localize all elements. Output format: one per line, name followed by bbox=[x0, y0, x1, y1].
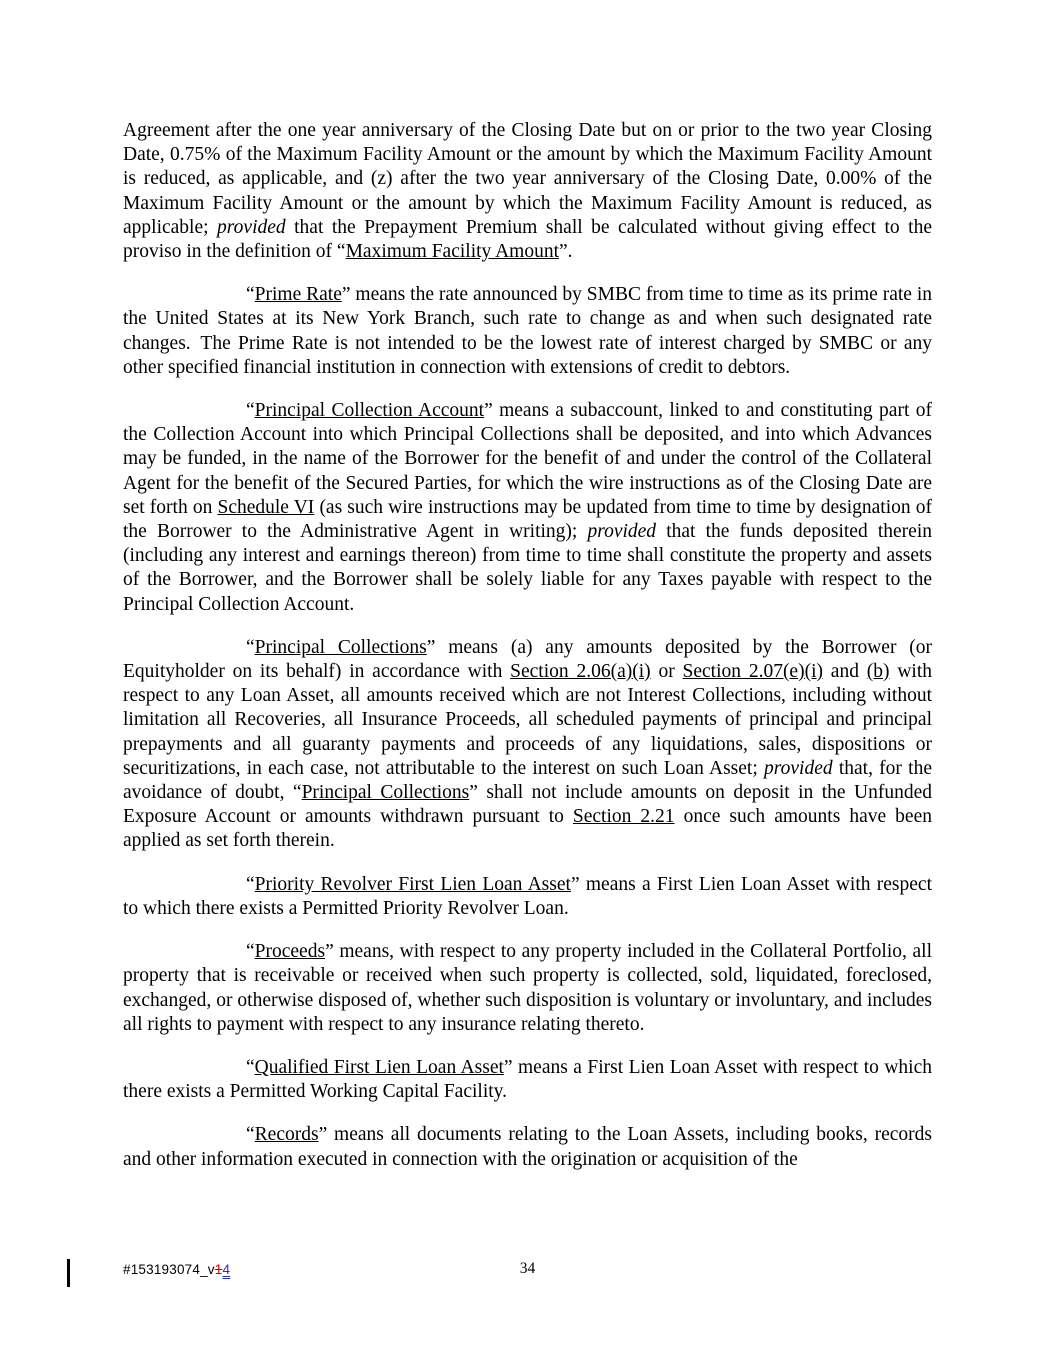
text-run: and bbox=[823, 661, 867, 683]
text-run: “ bbox=[246, 284, 255, 306]
text-run: Section 2.06(a)(i) bbox=[510, 661, 651, 683]
text-run: provided bbox=[217, 216, 286, 238]
paragraph bbox=[123, 873, 932, 921]
text-run: that, for the avoidance of doubt, “ bbox=[123, 757, 932, 804]
paragraph bbox=[123, 636, 932, 854]
text-run: “ bbox=[246, 941, 255, 963]
text-run: Priority Revolver First Lien Loan Asset bbox=[254, 873, 571, 895]
text-run: ” shall not include amounts on deposit in the Unfunded Exposure Account or amounts withdrawn pursuant to bbox=[123, 782, 932, 828]
text-run: (as such wire instructions may be updated from time to time by designation of the Borrower to the Administrative Agent in writing); bbox=[123, 496, 933, 543]
text-run: Agreement after the one year anniversary of the Closing Date but on or prior to the two year Closing Date, 0.75% of the Maximum Facility Amount or the amount by which the Maximum Facility Amount is reduced, as applicable, and (z) after the two year anniversary of the Closing Date, 0.00% of the Maximum Facility Amount or the amount by which the Maximum Facility Amount is reduced, as applicable; bbox=[123, 120, 932, 238]
paragraph bbox=[123, 119, 932, 264]
paragraph bbox=[123, 1056, 932, 1104]
text-run: ”. bbox=[559, 241, 573, 263]
paragraph bbox=[123, 1123, 932, 1171]
text-run: (b) bbox=[866, 661, 890, 683]
text-run: ” means a First Lien Loan Asset with respect to which there exists a Permitted Priority Revolver Loan. bbox=[123, 873, 932, 919]
text-run: “ bbox=[246, 873, 255, 895]
text-run: ” means (a) any amounts deposited by the Borrower (or Equityholder on its behalf) in accordance with bbox=[123, 636, 932, 683]
doc-ref-prefix: #153193074_v bbox=[123, 1262, 215, 1277]
text-run: ” means the rate announced by SMBC from time to time as its prime rate in the United States at its New York Branch, such rate to change as and when such designated rate changes. The Prime Rate is not intended to be the lowest rate of interest charged by SMBC or any other specified financial institution in connection with extensions of credit to debtors. bbox=[123, 284, 932, 378]
paragraph bbox=[123, 940, 932, 1037]
text-run: Section 2.21 bbox=[572, 806, 675, 828]
text-run: ” means all documents relating to the Loan Assets, including books, records and other information executed in connection with the origination or acquisition of the bbox=[123, 1124, 932, 1170]
text-run: ” means, with respect to any property included in the Collateral Portfolio, all property that is receivable or received when such property is collected, sold, liquidated, foreclosed, exchanged, or otherwise disposed of, whether such disposition is voluntary or involuntary, and includes all rights to payment with respect to any insurance relating thereto. bbox=[123, 941, 932, 1035]
text-run: ” means a First Lien Loan Asset with respect to which there exists a Permitted Working Capital Facility. bbox=[123, 1056, 932, 1103]
text-run: Proceeds bbox=[254, 941, 326, 963]
text-run: Qualified First Lien Loan Asset bbox=[254, 1056, 504, 1078]
text-run: Principal Collections bbox=[301, 782, 470, 804]
text-run: Section 2.07(e)(i) bbox=[682, 661, 823, 683]
text-run: ” means a subaccount, linked to and constituting part of the Collection Account into which Principal Collections shall be deposited, and into which Advances may be funded, in the name of the Borrower for the benefit of and under the control of the Collateral Agent for the benefit of the Secured Parties, for which the wire instructions as of the Closing Date are set forth on bbox=[123, 400, 932, 518]
text-run: Schedule VI bbox=[217, 496, 315, 518]
text-run: “ bbox=[246, 400, 255, 422]
text-run: Principal Collections bbox=[254, 636, 427, 658]
deleted-version-text: 1 bbox=[214, 1262, 223, 1277]
text-run: that the funds deposited therein (including any interest and earnings thereon) from time to time shall constitute the property and assets of the Borrower, and the Borrower shall be solely liable for any Taxes payable with respect to the Principal Collection Account. bbox=[123, 521, 932, 615]
inserted-version-text: 4 bbox=[222, 1262, 231, 1277]
text-run: once such amounts have been applied as set forth therein. bbox=[123, 806, 932, 852]
paragraph bbox=[123, 283, 932, 380]
text-run: “ bbox=[246, 636, 255, 658]
text-run: provided bbox=[587, 521, 657, 543]
page-number: 34 bbox=[519, 1260, 536, 1277]
text-run: Maximum Facility Amount bbox=[345, 241, 560, 263]
text-run: Records bbox=[254, 1124, 319, 1146]
document-body bbox=[123, 119, 932, 1191]
text-run: Principal Collection Account bbox=[254, 400, 485, 422]
text-run: “ bbox=[246, 1124, 255, 1146]
text-run: with respect to any Loan Asset, all amounts received which are not Interest Collections, including without limitation all Recoveries, all Insurance Proceeds, all scheduled payments of principal and principal prepayments and all guaranty payments and proceeds of any liquidations, sales, dispositions or securitizations, in each case, not attributable to the interest on such Loan Asset; bbox=[123, 661, 933, 779]
text-run: or bbox=[650, 661, 683, 683]
text-run: that the Prepayment Premium shall be calculated without giving effect to the proviso in the definition of “ bbox=[123, 216, 932, 263]
text-run: Prime Rate bbox=[254, 284, 342, 306]
text-run: provided bbox=[764, 757, 833, 779]
text-run: “ bbox=[246, 1056, 255, 1078]
paragraph bbox=[123, 399, 932, 617]
